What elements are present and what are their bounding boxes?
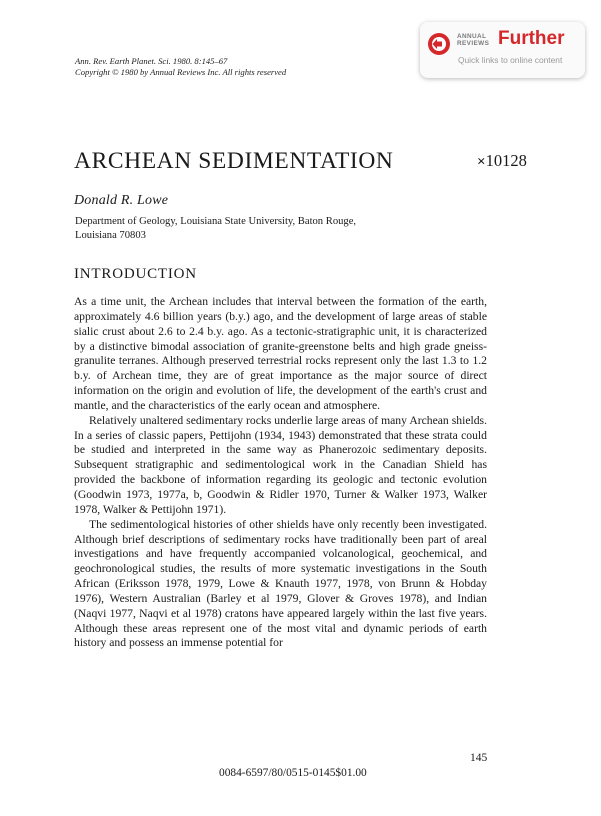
annual-reviews-logo-icon (427, 32, 451, 56)
author-name: Donald R. Lowe (74, 193, 169, 208)
page-number: 145 (470, 752, 488, 764)
author-affiliation (75, 215, 435, 243)
body-paragraph: As a time unit, the Archean includes that interval between the formation of the earth, approximately 4.6 billion years (b.y.) ago, and the development of large areas of stable sialic crust about 2.6 to 2.4 b.y. ago. As a tectonic-stratigraphic unit, it is characterized by a distinctive bimodal association of granite-greenstone belts and high grade gneiss-granulite terranes. Although preserved terrestrial rocks represent only the last 1.3 to 1.2 b.y. of Archean time, they are of great importance as the major source of direct information on the origin and evolution of life, the development of the earth's crust and mantle, and the characteristics of the early ocean and atmosphere. (74, 295, 487, 412)
brand-line-1: ANNUAL (457, 33, 487, 40)
annual-reviews-wordmark (457, 34, 489, 48)
footer-code: 0084-6597/80/0515-0145$01.00 (219, 767, 367, 779)
affiliation-line: Louisiana 70803 (75, 230, 146, 241)
article-title: ARCHEAN SEDIMENTATION (74, 148, 394, 174)
article-body (74, 295, 487, 651)
body-paragraph: Relatively unaltered sedimentary rocks underlie large areas of many Archean shields. In a series of classic papers, Pettijohn (1934, 1943) demonstrated that these strata could be studied and interpreted in the same way as Phanerozoic sedimentary deposits. Subsequent stratigraphic and sedimentological work in the Canadian Shield has provided the backbone of information regarding its geologic and tectonic evolution (Goodwin 1973, 1977a, b, Goodwin & Ridler 1970, Turner & Walker 1973, Walker 1978, Walker & Pettijohn 1971). (74, 413, 487, 516)
section-heading: INTRODUCTION (74, 266, 197, 282)
affiliation-line: Department of Geology, Louisiana State University, Baton Rouge, (75, 216, 357, 227)
code-mark: × (477, 154, 486, 170)
further-label: Further (498, 28, 565, 49)
journal-citation-line: Ann. Rev. Earth Planet. Sci. 1980. 8:145–67 (75, 56, 228, 66)
brand-line-2: REVIEWS (457, 39, 490, 47)
further-banner[interactable] (420, 22, 585, 78)
body-paragraph: The sedimentological histories of other shields have only recently been investigated. Although brief descriptions of sedimentary rocks have traditionally been part of areal investigations and have frequently accompanied volcanological, geochemical, and geochronological studies, the results of more systematic investigations in the South African (Eriksson 1978, 1979, Lowe & Knauth 1977, 1978, von Brunn & Hobday 1976), Western Australian (Barley et al 1979, Glover & Groves 1978), and Indian (Naqvi 1977, Naqvi et al 1978) cratons have appeared largely within the last five years. Although these areas represent one of the most vital and dynamic periods of earth history and possess an immense potential for (74, 517, 487, 650)
journal-citation (75, 56, 286, 77)
copyright-line: Copyright © 1980 by Annual Reviews Inc. All rights reserved (75, 66, 287, 77)
further-tagline: Quick links to online content (458, 55, 563, 65)
code-number: 10128 (485, 151, 527, 170)
article-code (477, 151, 527, 171)
